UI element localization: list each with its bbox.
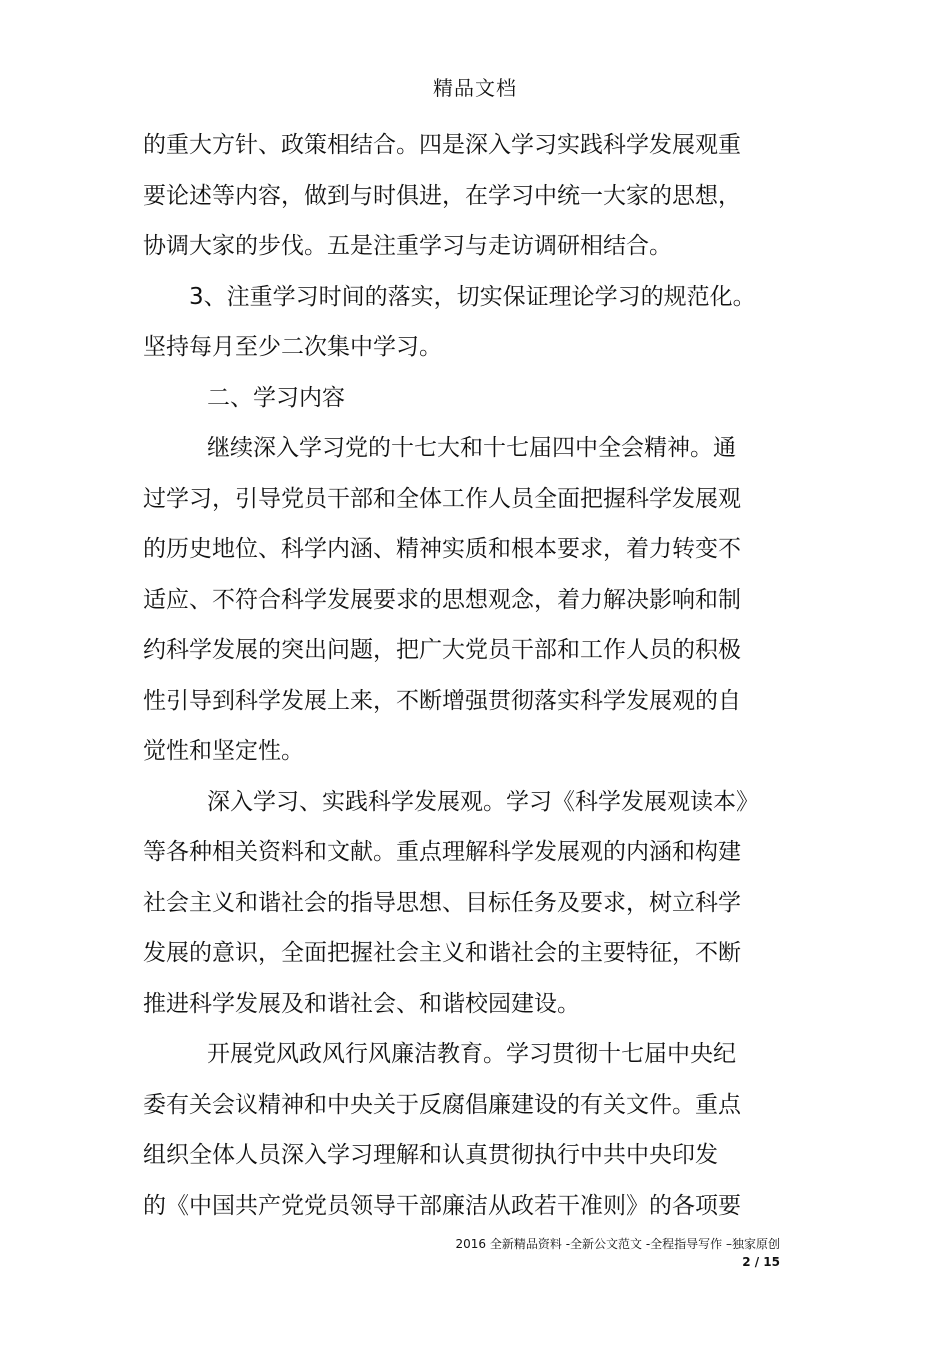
footer-tagline: 2016 全新精品资料 -全新公文范文 -全程指导写作 –独家原创 xyxy=(455,1237,780,1251)
paragraph-line: 过学习，引导党员干部和全体工作人员全面把握科学发展观 xyxy=(143,485,741,512)
paragraph-line: 等各种相关资料和文献。重点理解科学发展观的内涵和构建 xyxy=(143,839,741,865)
paragraph-line: 社会主义和谐社会的指导思想、目标任务及要求，树立科学 xyxy=(143,889,741,916)
paragraph-line: 坚持每月至少二次集中学习。 xyxy=(143,334,442,360)
paragraph-line: 推进科学发展及和谐社会、和谐校园建设。 xyxy=(143,990,580,1017)
paragraph-line: 发展的意识，全面把握社会主义和谐社会的主要特征，不断 xyxy=(143,940,741,966)
document-body xyxy=(143,120,759,1231)
paragraph-line: 组织全体人员深入学习理解和认真贯彻执行中共中央印发 xyxy=(143,1142,718,1168)
paragraph-line: 委有关会议精神和中央关于反腐倡廉建设的有关文件。重点 xyxy=(143,1091,741,1118)
paragraph-line: 的重大方针、政策相结合。四是深入学习实践科学发展观重 xyxy=(143,132,741,158)
header-title: 精品文档 xyxy=(433,76,517,100)
paragraph-line: 开展党风政风行风廉洁教育。学习贯彻十七届中央纪 xyxy=(207,1041,736,1067)
document-header xyxy=(0,72,950,101)
paragraph-line: 约科学发展的突出问题，把广大党员干部和工作人员的积极 xyxy=(143,637,741,663)
section-heading: 二、学习内容 xyxy=(207,384,345,411)
paragraph-line: 觉性和坚定性。 xyxy=(143,738,304,764)
paragraph-line: 性引导到科学发展上来，不断增强贯彻落实科学发展观的自 xyxy=(143,687,741,714)
paragraph-line: 要论述等内容，做到与时俱进，在学习中统一大家的思想， xyxy=(143,182,741,209)
paragraph-line: 3、注重学习时间的落实，切实保证理论学习的规范化。 xyxy=(189,283,756,310)
paragraph-line: 的历史地位、科学内涵、精神实质和根本要求，着力转变不 xyxy=(143,536,741,562)
document-footer xyxy=(0,1235,780,1271)
paragraph-line: 继续深入学习党的十七大和十七届四中全会精神。通 xyxy=(207,435,736,461)
paragraph-line: 协调大家的步伐。五是注重学习与走访调研相结合。 xyxy=(143,233,672,259)
paragraph-line: 适应、不符合科学发展要求的思想观念，着力解决影响和制 xyxy=(143,586,741,613)
page-number: 2 / 15 xyxy=(742,1255,780,1269)
paragraph-line: 的《中国共产党党员领导干部廉洁从政若干准则》的各项要 xyxy=(143,1192,741,1219)
paragraph-line: 深入学习、实践科学发展观。学习《科学发展观读本》 xyxy=(207,788,759,815)
